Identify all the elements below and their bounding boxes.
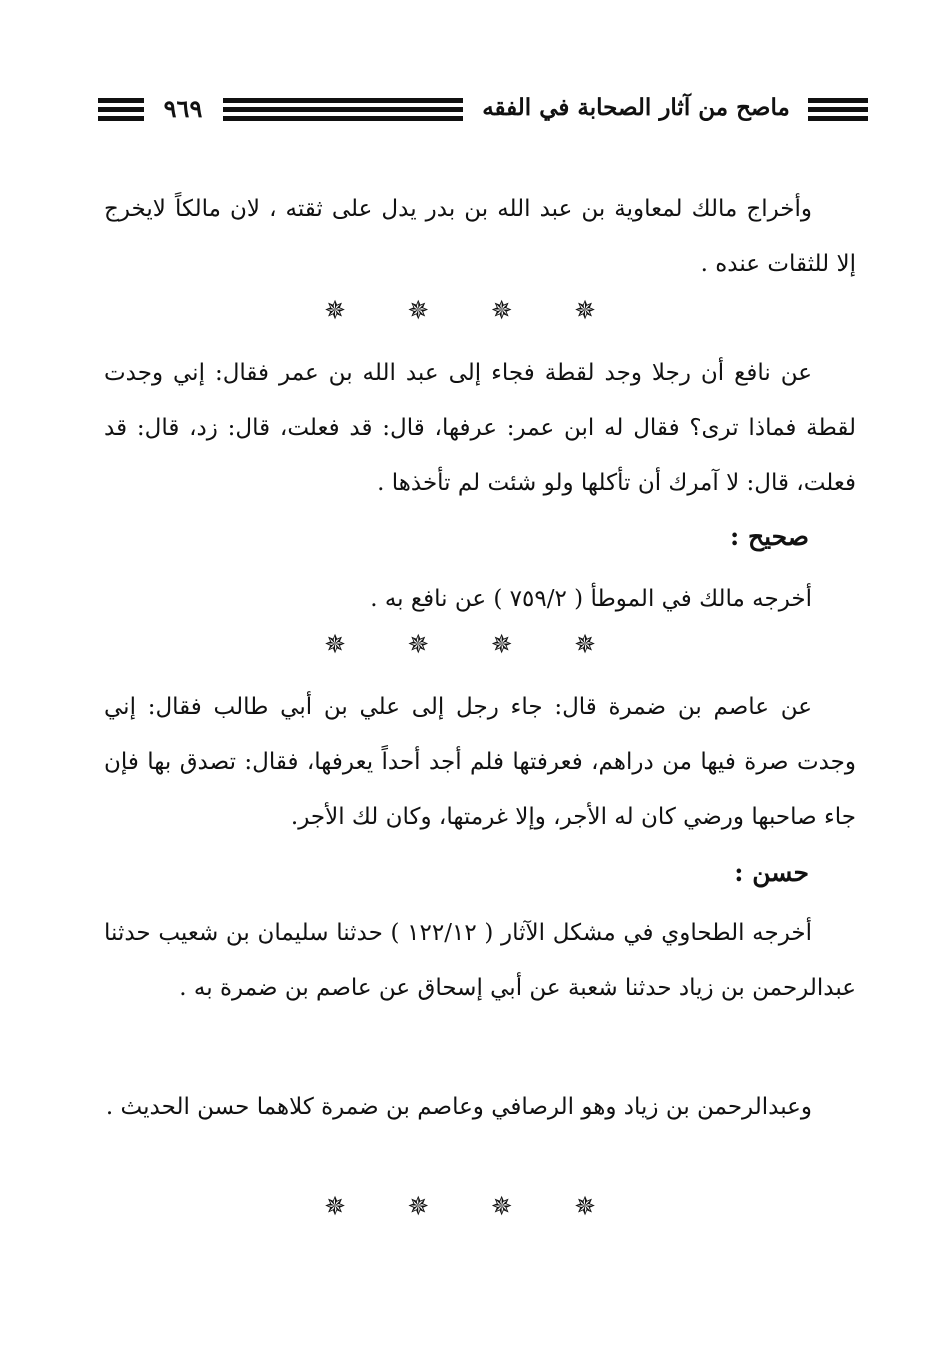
grading-heading-sahih: صحيح :	[730, 522, 809, 551]
paragraph-text: عن عاصم بن ضمرة قال: جاء رجل إلى علي بن أبي طالب فقال: إني وجدت صرة فيها من دراهم، فعرفتها فلم أجد أحداً يعرفها، فقال: تصدق بها فإن جاء صاحبها ورضي كان له الأجر، وإلا غرمتها، وكان لك الأجر.	[104, 694, 856, 830]
paragraph-text: وأخراج مالك لمعاوية بن عبد الله بن بدر يدل على ثقته ، لان مالكاً لايخرج إلا للثقات عنده .	[104, 196, 856, 277]
section-divider-1	[320, 296, 600, 326]
star-icon: ✵	[324, 296, 346, 326]
paragraph-text: عن نافع أن رجلا وجد لقطة فجاء إلى عبد الله بن عمر فقال: إني وجدت لقطة فماذا ترى؟ فقال له ابن عمر: عرفها، قال: قد فعلت، قال: زد، قال: قد فعلت، قال: لا آمرك أن تأكلها ولو شئت لم تأخذها .	[104, 360, 856, 496]
star-icon: ✵	[324, 630, 346, 660]
header-rule-right	[808, 98, 868, 121]
paragraph-text: وعبدالرحمن بن زياد وهو الرصافي وعاصم بن ضمرة كلاهما حسن الحديث .	[105, 1094, 812, 1120]
star-icon: ✵	[407, 296, 430, 326]
star-icon: ✵	[574, 296, 596, 326]
paragraph-asim-report	[104, 680, 856, 845]
page-header	[98, 94, 868, 134]
running-title: ماصح من آثار الصحابة في الفقه	[482, 94, 790, 121]
section-divider-3	[320, 1192, 600, 1222]
star-icon: ✵	[407, 630, 430, 660]
star-icon: ✵	[574, 630, 596, 660]
star-icon: ✵	[490, 630, 513, 660]
grading-heading-hasan: حسن :	[734, 858, 809, 887]
paragraph-narrator-note	[104, 1080, 856, 1135]
paragraph-text: أخرجه مالك في الموطأ ( ٧٥٩/٢ ) عن نافع به .	[370, 586, 812, 612]
section-divider-2	[320, 630, 600, 660]
paragraph-takhrij-malik	[104, 572, 856, 627]
star-icon: ✵	[490, 1192, 513, 1222]
paragraph-text: أخرجه الطحاوي في مشكل الآثار ( ١٢٢/١٢ ) حدثنا سليمان بن شعيب حدثنا عبدالرحمن بن زياد حدثنا شعبة عن أبي إسحاق عن عاصم بن ضمرة به .	[104, 920, 856, 1001]
page-number: ٩٦٩	[163, 94, 203, 123]
star-icon: ✵	[407, 1192, 430, 1222]
header-rule-left	[98, 98, 144, 121]
star-icon: ✵	[324, 1192, 346, 1222]
star-icon: ✵	[574, 1192, 596, 1222]
star-icon: ✵	[490, 296, 513, 326]
header-rule-middle	[223, 98, 463, 121]
paragraph-takhrij-tahawi	[104, 906, 856, 1016]
paragraph-nafi-report	[104, 346, 856, 511]
paragraph-attribution	[104, 182, 856, 292]
